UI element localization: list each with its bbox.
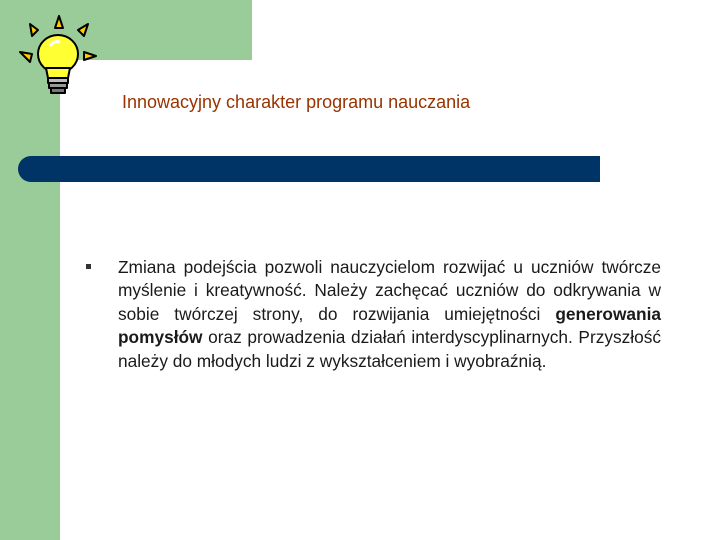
slide-title: Innowacyjny charakter programu nauczania xyxy=(122,92,471,112)
light-bulb-icon xyxy=(8,8,108,108)
bullet-text-part1: Zmiana podejścia pozwoli nauczycielom rozwijać u uczniów twórcze myślenie i kreatywność. Należy zachęcać uczniów do odkrywania w sobie twórczej strony, do rozwijania umiejętności xyxy=(118,257,661,324)
bullet-text-bold: generowania pomysłów xyxy=(118,303,661,348)
bullet-text xyxy=(118,256,661,373)
bullet-text-part2: oraz prowadzenia działań interdyscyplinarnych. Przyszłość należy do młodych ludzi z wykształceniem i wyobraźnią. xyxy=(118,327,661,371)
title-divider-bar xyxy=(18,156,600,182)
bullet-marker xyxy=(86,264,91,269)
